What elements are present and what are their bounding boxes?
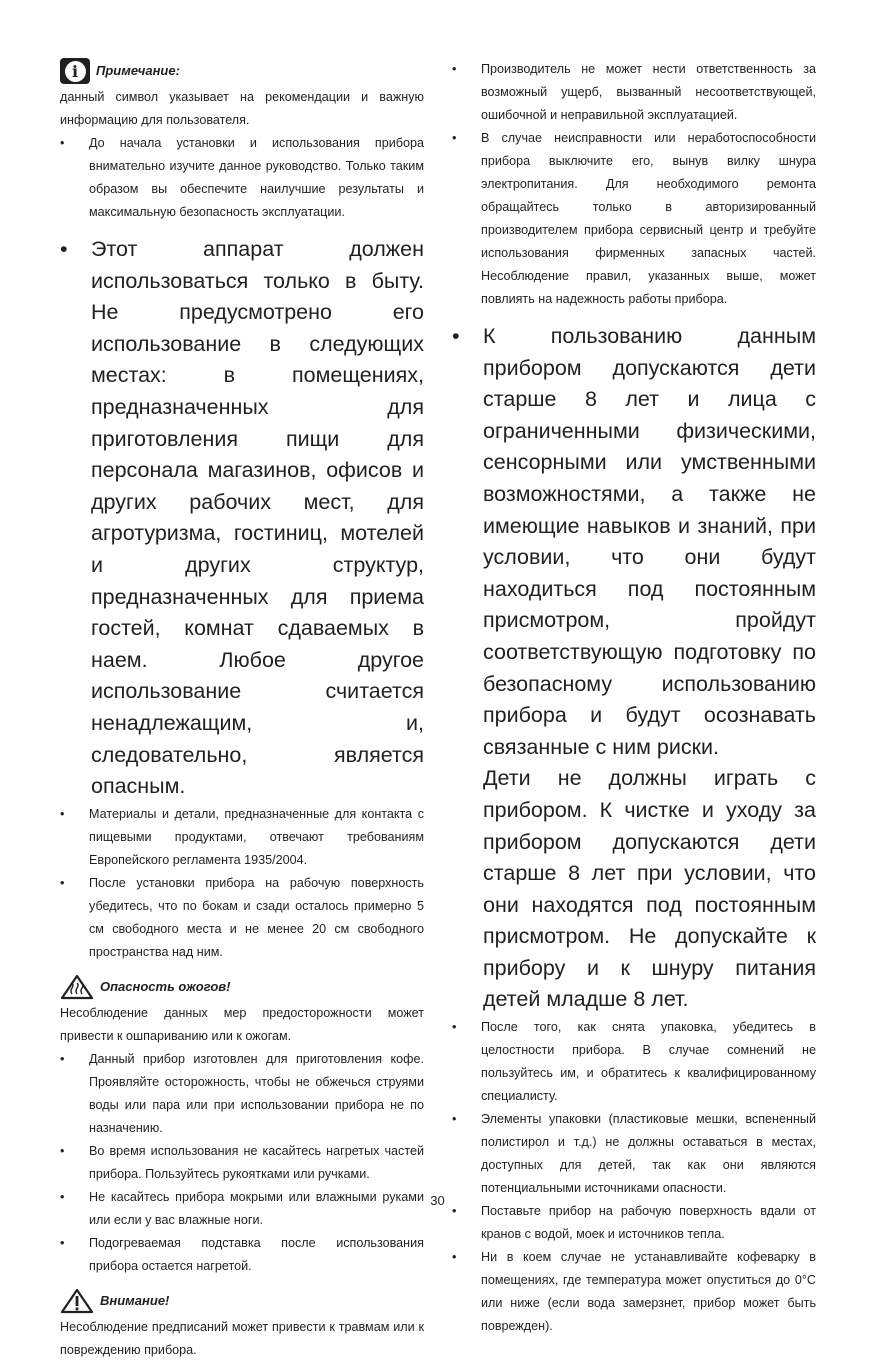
list-item-text: В случае неисправности или неработоспособности прибора выключите его, вынув вилку шнура электропитания. Для необходимого ремонта обращайтесь только в авторизированный производителем прибора сервисный центр и требуйте использования фирменных запасных частей. Несоблюдение правил, указанных выше, может повлиять на надежность работы прибора. [481,131,816,306]
list-item-text: Материалы и детали, предназначенные для контакта с пищевыми продуктами, отвечают требованиям Европейского регламента 1935/2004. [89,806,424,867]
bullet-icon: • [452,1204,457,1219]
right-column [452,58,816,1338]
hot-surface-warning-icon [60,974,94,1000]
bullet-icon: • [452,62,457,76]
bullet-icon: • [452,1112,457,1127]
list-item-text: Ни в коем случае не устанавливайте кофеварку в помещениях, где температура может опуститься до 0°C или ниже (если вода замерзнет, прибор может быть поврежден). [481,1250,816,1334]
info-icon: i [60,58,90,84]
page-number: 30 [430,1193,445,1208]
list-item-emphasized [60,234,424,803]
warning-icon [60,1288,94,1314]
list-item [60,1232,424,1278]
list-item [452,58,816,127]
list-item [60,1140,424,1186]
list-item-text: Подогреваемая подставка после использования прибора остается нагретой. [89,1235,424,1273]
bullet-icon: • [60,1143,65,1158]
list-item-text: После того, как снята упаковка, убедитесь в целостности прибора. В случае сомнений не пользуйтесь им, и обратитесь к квалифицированному специалисту. [481,1020,816,1104]
bullet-icon: • [60,875,65,890]
children-paragraph: Дети не должны играть с прибором. К чистке и уходу за прибором допускаются дети старше 8 лет при условии, что они находятся под постоянным присмотром. Не допускайте к прибору и к шнуру питания детей младше 8 лет. [483,766,816,1012]
bullet-icon: • [452,131,457,145]
list-item-emphasized [452,321,816,1016]
list-item-text: К пользованию данным прибором допускаются дети старше 8 лет и лица с ограниченными физическими, сенсорными или умственными возможностями, а также не имеющие навыков и знаний, при условии, что они будут находиться под постоянным присмотром, пройдут соответствующую подготовку по безопасному использованию прибора и будут осознавать связанные с ним риски. [483,324,816,759]
list-item-text: Во время использования не касайтесь нагретых частей прибора. Пользуйтесь рукоятками или ручками. [89,1143,424,1181]
list-item [452,1108,816,1200]
bullet-icon: • [60,1051,65,1066]
warning-text: Несоблюдение предписаний может привести к травмам или к повреждению прибора. [60,1319,424,1357]
list-item [60,132,424,224]
list-item [452,1016,816,1108]
list-item [452,1246,816,1338]
list-item [60,803,424,872]
bullet-icon: • [60,806,65,821]
bullet-icon: • [60,237,68,261]
list-item [60,872,424,964]
list-item-text: Элементы упаковки (пластиковые мешки, вспененный полистирол и т.д.) не должны оставаться в местах, доступных для детей, так как они являются потенциальными источниками опасности. [481,1112,816,1196]
warning-title: Внимание! [100,1292,170,1308]
bullet-icon: • [60,1189,65,1204]
burn-text: Несоблюдение данных мер предосторожности может привести к ошпариванию или к ожогам. [60,1005,424,1043]
bullet-icon: • [60,1235,65,1250]
list-item [452,127,816,311]
bullet-icon: • [452,324,460,348]
note-title: Примечание: [96,63,180,78]
left-column [60,58,424,1362]
burn-heading [60,974,424,1000]
bullet-icon: • [60,136,65,150]
bullet-icon: • [452,1020,457,1035]
bullet-icon: • [452,1250,457,1265]
list-item-text: Поставьте прибор на рабочую поверхность вдали от кранов с водой, моек и источников тепла. [481,1204,816,1242]
list-item-text: После установки прибора на рабочую поверхность убедитесь, что по бокам и сзади осталось примерно 5 см свободного места и не менее 20 см свободного пространства над ним. [89,875,424,959]
list-item-text: Данный прибор изготовлен для приготовления кофе. Проявляйте осторожность, чтобы не обжечься струями воды или пара или при использовании прибора не по назначению. [89,1051,424,1135]
warning-heading [60,1288,424,1314]
list-item-text: Производитель не может нести ответственность за возможный ущерб, вызванный несоответствующей, ошибочной и неправильной эксплуатацией. [481,62,816,122]
burn-title: Опасность ожогов! [100,978,231,994]
list-item-text: Этот аппарат должен использоваться только в быту. Не предусмотрено его использование в следующих местах: в помещениях, предназначенных для приготовления пищи для персонала магазинов, офисов и других рабочих мест, для агротуризма, гостиниц, мотелей и других структур, предназначенных для приема гостей, комнат сдаваемых в наем. Любое другое использование считается ненадлежащим, и, следовательно, является опасным. [91,237,424,799]
list-item-text: До начала установки и использования прибора внимательно изучите данное руководство. Только таким образом вы обеспечите наилучшие результаты и максимальную безопасность эксплуатации. [89,136,424,219]
list-item-text: Не касайтесь прибора мокрыми или влажными руками или если у вас влажные ноги. [89,1189,424,1227]
list-item [60,1048,424,1140]
note-text: данный символ указывает на рекомендации и важную информацию для пользователя. [60,90,424,127]
note-heading [60,58,424,84]
